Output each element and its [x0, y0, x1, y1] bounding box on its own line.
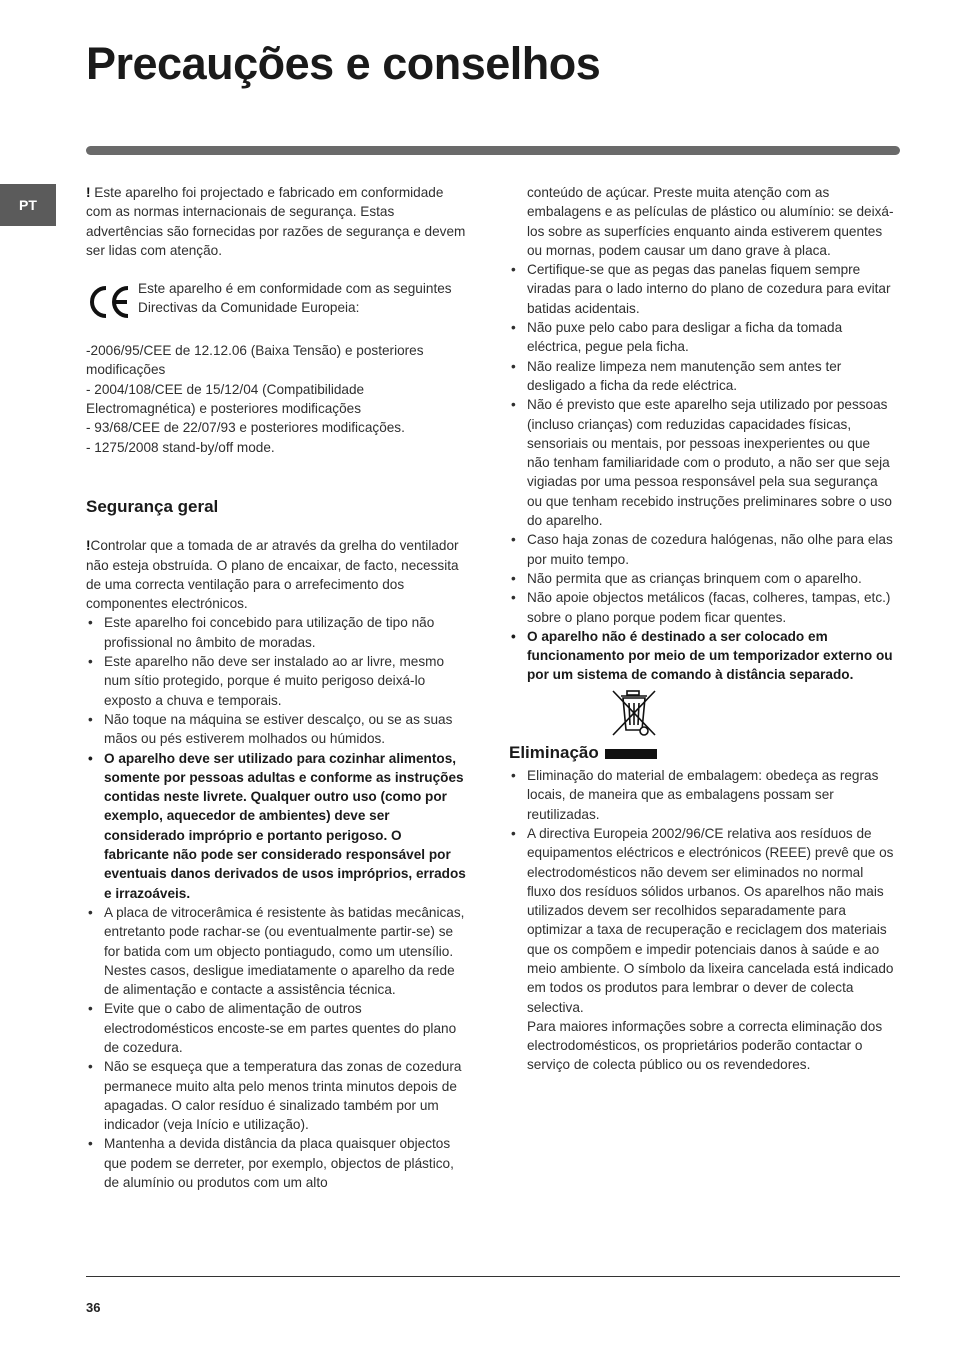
page-title: Precauções e conselhos	[86, 38, 601, 89]
title-divider	[86, 146, 900, 155]
directive-item: - 1275/2008 stand-by/off mode.	[86, 439, 275, 455]
list-item: • Este aparelho não deve ser instalado ao ar livre, mesmo num sítio protegido, porque é muito perigoso deixá-lo exposto a chuva e temporais.	[86, 652, 468, 710]
list-item: • Não apoie objectos metálicos (facas, colheres, tampas, etc.) sobre o plano porque podem ficar quentes.	[509, 588, 894, 627]
list-item: • A placa de vitrocerâmica é resistente às batidas mecânicas, entretanto pode rachar-se (ou eventualmente partir-se) se for batida com um objecto pontiagudo, como um utensílio. Nestes casos, desligue imediatamente o aparelho da rede de alimentação e contacte a assistência técnica.	[86, 903, 468, 999]
page-number: 36	[86, 1300, 101, 1315]
disposal-final-text: Para maiores informações sobre a correcta eliminação dos electrodomésticos, os proprietários poderão contactar o serviço de colecta público ou os revendedores.	[527, 1018, 883, 1073]
list-item: • Eliminação do material de embalagem: obedeça as regras locais, de maneira que as embalagens possam ser reutilizadas.	[509, 766, 894, 824]
intro-text: Este aparelho foi projectado e fabricado em conformidade com as normas internacionais de segurança. Estas advertências são fornecidas por razões de segurança e devem ser lidas com atenção.	[86, 185, 466, 258]
ce-text: Este aparelho é em conformidade com as seguintes Directivas da Comunidade Europeia:	[138, 281, 452, 316]
list-item: • Não é previsto que este aparelho seja utilizado por pessoas (incluso crianças) com reduzidas capacidades físicas, sensoriais ou mentais, por pessoas inexperientes ou que não tenham familiaridade com o produto, a não ser que seja vigiadas por uma pessoa responsável pela sua segurança ou que tenham recebido instruções preliminares sobre o uso do aparelho.	[509, 395, 894, 530]
safety-list	[86, 613, 468, 1192]
warning-mark: !	[86, 185, 91, 200]
safety-heading: Segurança geral	[86, 496, 219, 516]
list-item: • Evite que o cabo de alimentação de outros electrodomésticos encoste-se em partes quentes do plano de cozedura.	[86, 999, 468, 1057]
disposal-heading	[509, 743, 894, 762]
safety-list-continued	[509, 260, 894, 685]
list-item: • Não puxe pelo cabo para desligar a ficha da tomada eléctrica, pegue pela ficha.	[509, 318, 894, 357]
disposal-heading-text: Eliminação	[509, 742, 599, 762]
list-item: • Não se esqueça que a temperatura das zonas de cozedura permanece muito alta pelo menos trinta minutos depois de apagadas. O calor resíduo é sinalizado também por um indicador (veja Início e utilização).	[86, 1057, 468, 1134]
list-item: • Não permita que as crianças brinquem com o aparelho.	[509, 569, 894, 588]
left-column	[86, 183, 468, 1192]
crossed-bin-icon	[609, 687, 661, 739]
disposal-bar	[605, 749, 657, 759]
safety-intro	[86, 536, 468, 613]
warning-mark: !	[86, 538, 91, 554]
directive-item: - 93/68/CEE de 22/07/93 e posteriores modificações.	[86, 420, 405, 436]
directive-item: -2006/95/CEE de 12.12.06 (Baixa Tensão) e posteriores modificações	[86, 343, 424, 378]
intro-paragraph	[86, 183, 468, 260]
language-tab: PT	[0, 184, 56, 226]
weee-symbol	[509, 685, 894, 741]
list-item: • Não realize limpeza nem manutenção sem antes ter desligado a ficha da rede eléctrica.	[509, 357, 894, 396]
footer-divider	[86, 1276, 900, 1277]
right-column	[509, 183, 894, 1075]
list-item: • Este aparelho foi concebido para utilização de tipo não profissional no âmbito de moradas.	[86, 613, 468, 652]
list-item: • Não toque na máquina se estiver descalço, ou se as suas mãos ou pés estiverem molhados ou húmidos.	[86, 710, 468, 749]
continuation-text: conteúdo de açúcar. Preste muita atenção com as embalagens e as películas de plástico ou alumínio: se deixá-los sobre as superfícies enquanto ainda estiverem quentes ou mornas, podem causar um dano grave à placa.	[527, 185, 894, 258]
list-item: • Mantenha a devida distância da placa quaisquer objectos que podem se derreter, por exemplo, objectos de plástico, de alumínio ou produtos com um alto	[86, 1134, 468, 1192]
list-item: • O aparelho deve ser utilizado para cozinhar alimentos, somente por pessoas adultas e conforme as instruções contidas neste livrete. Qualquer outro uso (como por exemplo, aquecedor de ambientes) deve ser considerado impróprio e portanto perigoso. O fabricante não pode ser considerado responsável por eventuais danos derivados de usos impróprios, errados e irrazoáveis.	[86, 749, 468, 903]
ce-compliance	[86, 279, 468, 322]
list-item: • Caso haja zonas de cozedura halógenas, não olhe para elas por muito tempo.	[509, 530, 894, 569]
ce-mark-icon	[86, 282, 132, 322]
list-item: • Certifique-se que as pegas das panelas fiquem sempre viradas para o lado interno do plano de cozedura para evitar batidas acidentais.	[509, 260, 894, 318]
list-item: • O aparelho não é destinado a ser colocado em funcionamento por meio de um temporizador externo ou por um sistema de comando à distância separado.	[509, 627, 894, 685]
list-item: • A directiva Europeia 2002/96/CE relativa aos resíduos de equipamentos eléctricos e electrónicos (REEE) prevê que os electrodomésticos não devem ser eliminados no normal fluxo dos resíduos sólidos urbanos. Os aparelhos não mais utilizados devem ser recolhidos separadamente para optimizar a taxa de recuperação e reciclagem dos materiais que os compõem e impedir potenciais danos à saúde e ao meio ambiente. O símbolo da lixeira cancelada está indicado em todos os produtos para lembrar o dever de colecta selectiva.	[509, 824, 894, 1017]
directive-item: - 2004/108/CEE de 15/12/04 (Compatibilidade Electromagnética) e posteriores modificações	[86, 381, 365, 417]
disposal-list	[509, 766, 894, 1017]
safety-intro-text: Controlar que a tomada de ar através da grelha do ventilador não esteja obstruída. O plano de encaixar, de facto, necessita de uma correcta ventilação para o arrefecimento dos componentes electrónicos.	[86, 538, 459, 612]
